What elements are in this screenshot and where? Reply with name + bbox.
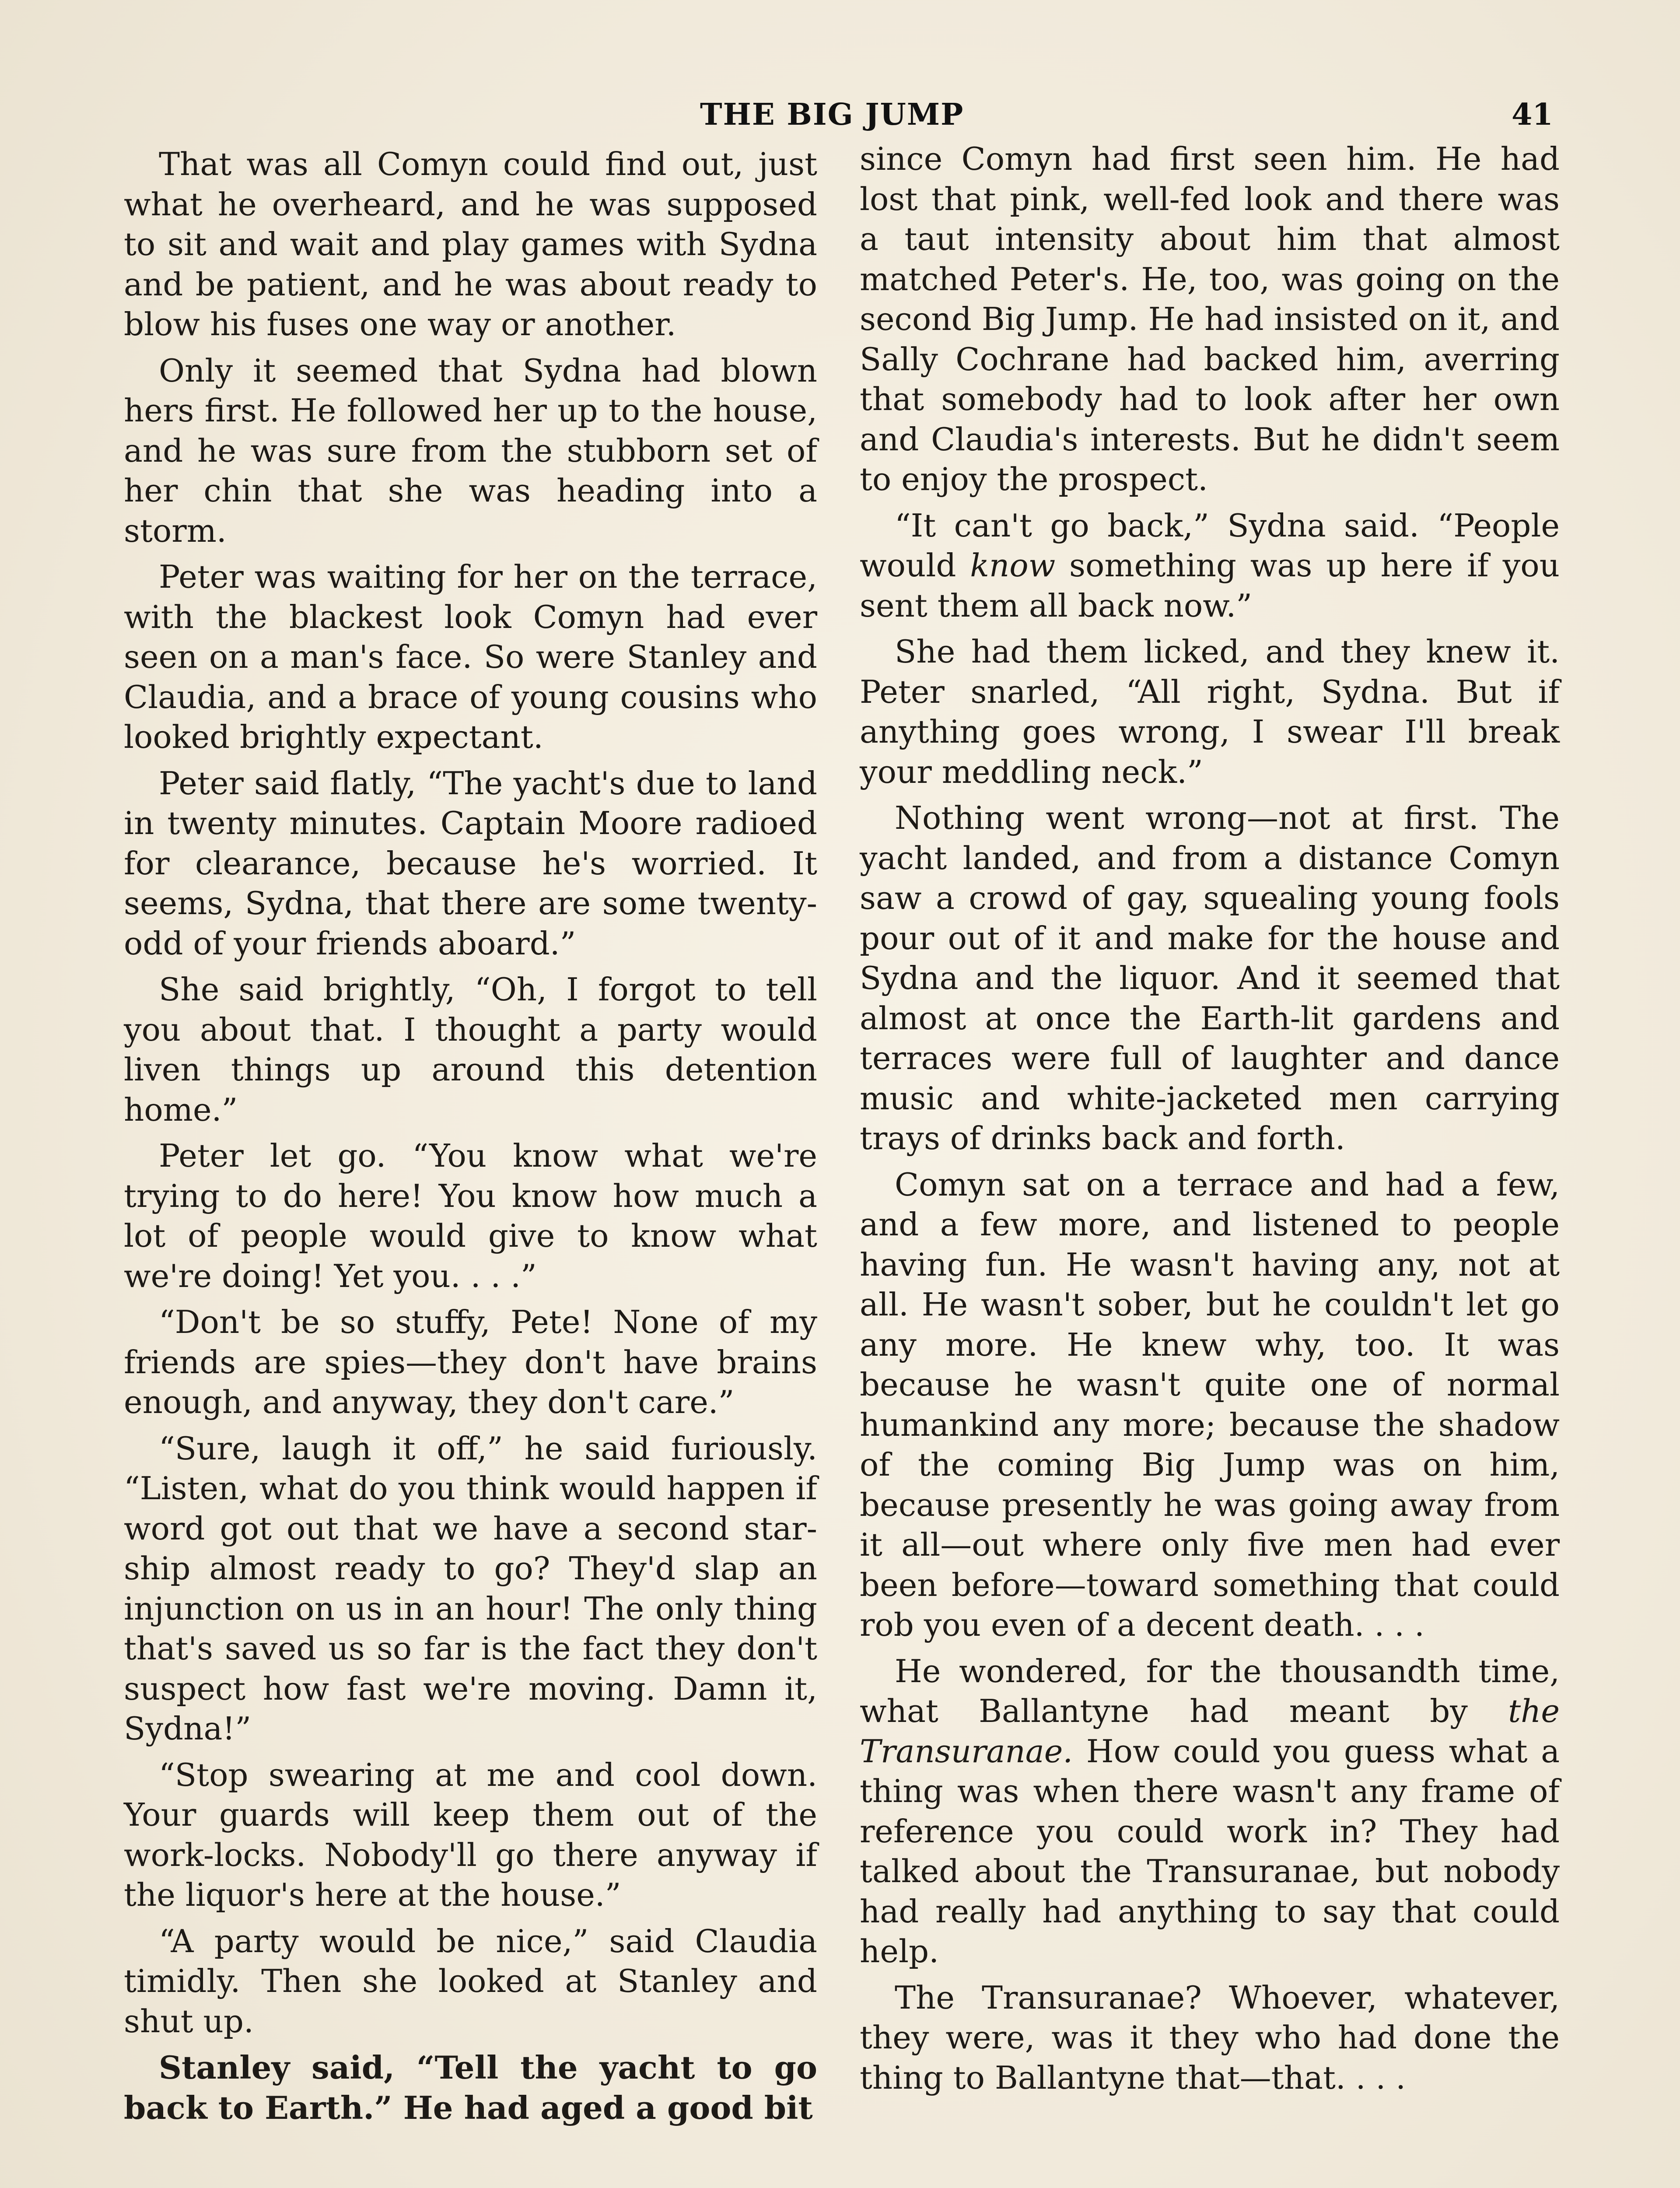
left-column <box>124 144 817 2134</box>
paragraph: The Transuranae? Whoever, whatever, they were, was it they who had done the thing to Ballantyne that—that. . . . <box>860 1979 1560 2096</box>
paragraph: Peter let go. “You know what we're trying to do here! You know how much a lot of people would give to know what we're doing! Yet you. . . .” <box>124 1137 817 1294</box>
paragraph: Only it seemed that Sydna had blown hers first. He followed her up to the house, and he was sure from the stubborn set of her chin that she was heading into a storm. <box>124 352 817 549</box>
paragraph-text: He wondered, for the thousandth time, what Ballantyne had meant by <box>860 1652 1560 1729</box>
paragraph: Stanley said, “Tell the yacht to go back to Earth.” He had aged a good bit <box>124 2049 817 2126</box>
paragraph-text: How could you guess what a thing was when there wasn't any frame of reference you could work in? They had talked about the Transuranae, but nobody had really had anything to say that could help. <box>860 1732 1560 1970</box>
paragraph <box>860 506 1560 626</box>
running-title: THE BIG JUMP <box>700 97 964 132</box>
paragraph: Comyn sat on a terrace and had a few, and a few more, and listened to people having fun. He wasn't having any, not at all. He wasn't sober, but he couldn't let go any more. He knew why, too. It was because he wasn't quite one of normal humankind any more; because the shadow of the coming Big Jump was on him, because presently he was going away from it all—out where only five men had ever been before—toward something that could rob you even of a decent death. . . . <box>860 1166 1560 1643</box>
paragraph-text: something was up here if you sent them all back now.” <box>860 547 1560 624</box>
emphasis: know <box>970 547 1056 584</box>
paragraph: She said brightly, “Oh, I forgot to tell you about that. I thought a party would liven things up around this detention home.” <box>124 971 817 1128</box>
right-column <box>860 139 1560 2104</box>
paragraph: Nothing went wrong—not at first. The yacht landed, and from a distance Comyn saw a crowd of gay, squealing young fools pour out of it and make for the house and Sydna and the liquor. And it seemed that almost at once the Earth-lit gardens and terraces were full of laughter and dance music and white-jacketed men carrying trays of drinks back and forth. <box>860 799 1560 1157</box>
emphasis: the Transuranae. <box>860 1693 1560 1770</box>
paragraph-text: “It can't go back,” Sydna said. “People would <box>860 507 1560 584</box>
paragraph: That was all Comyn could find out, just what he overheard, and he was supposed to sit and wait and play games with Sydna and be patient, and he was about ready to blow his fuses one way or another. <box>124 146 817 343</box>
paragraph: Peter was waiting for her on the terrace, with the blackest look Comyn had ever seen on a man's face. So were Stanley and Claudia, and a brace of young cousins who looked brightly expectant. <box>124 558 817 755</box>
paragraph: “A party would be nice,” said Claudia timidly. Then she looked at Stanley and shut up. <box>124 1922 817 2040</box>
paragraph: Peter said flatly, “The yacht's due to land in twenty minutes. Captain Moore radioed for clearance, because he's worried. It seems, Sydna, that there are some twenty-odd of your friends aboard.” <box>124 764 817 962</box>
paragraph: “Sure, laugh it off,” he said furiously. “Listen, what do you think would happen if word got out that we have a second star-ship almost ready to go? They'd slap an injunction on us in an hour! The only thing that's saved us so far is the fact they don't suspect how fast we're moving. Damn it, Sydna!” <box>124 1430 817 1747</box>
page-number: 41 <box>1512 97 1553 132</box>
paragraph <box>860 1652 1560 1972</box>
paragraph: She had them licked, and they knew it. Peter snarled, “All right, Sydna. But if anything goes wrong, I swear I'll break your meddling neck.” <box>860 633 1560 790</box>
paragraph: “Don't be so stuffy, Pete! None of my friends are spies—they don't have brains enough, and anyway, they don't care.” <box>124 1304 817 1420</box>
paragraph-continuation: since Comyn had first seen him. He had lost that pink, well-fed look and there was a taut intensity about him that almost matched Peter's. He, too, was going on the second Big Jump. He had insisted on it, and Sally Cochrane had backed him, averring that somebody had to look after her own and Claudia's interests. But he didn't seem to enjoy the prospect. <box>860 140 1560 498</box>
paragraph: “Stop swearing at me and cool down. Your guards will keep them out of the work-locks. Nobody'll go there anyway if the liquor's here at the house.” <box>124 1756 817 1913</box>
